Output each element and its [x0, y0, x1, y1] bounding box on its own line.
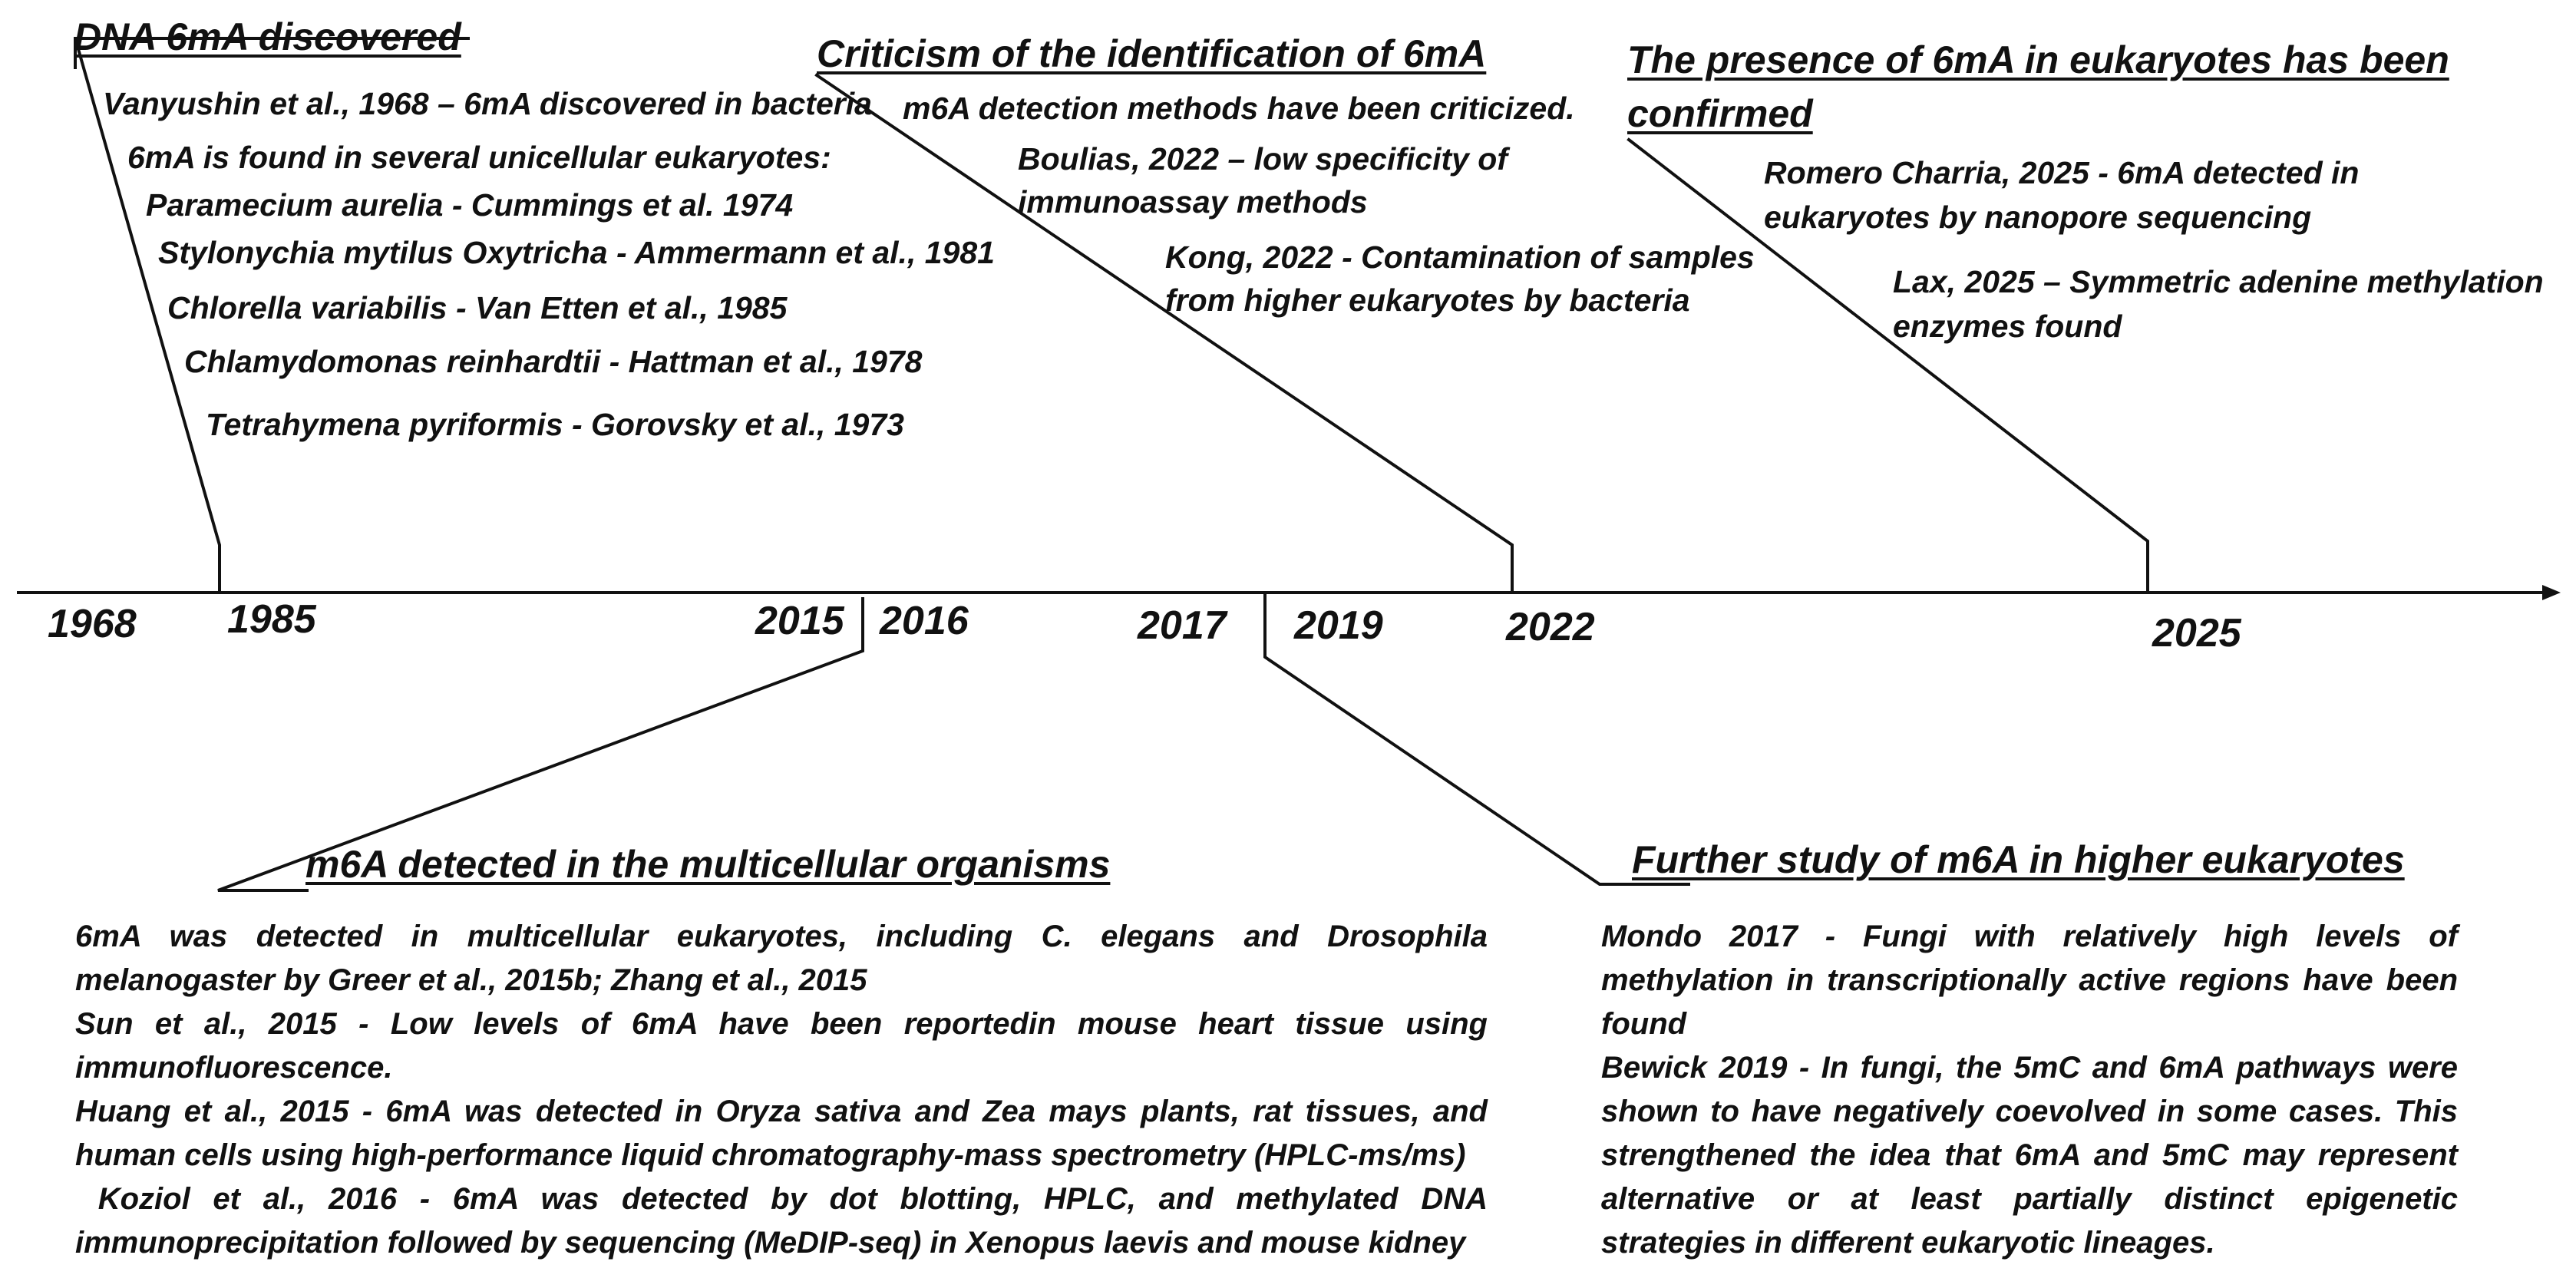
event-title-presence-line1: The presence of 6mA in eukaryotes has been — [1627, 38, 2449, 81]
event-title-multicellular: m6A detected in the multicellular organisms — [305, 843, 1111, 886]
note-boulias-1: Boulias, 2022 – low specificity of — [1018, 141, 1508, 177]
note-lax-2: enzymes found — [1893, 309, 2122, 344]
note-boulias-2: immunoassay methods — [1018, 184, 1368, 220]
year-label-2025: 2025 — [2152, 611, 2241, 656]
note-paramecium: Paramecium aurelia - Cummings et al. 1974 — [146, 187, 794, 223]
paragraph-greer: 6mA was detected in multicellular eukaryotes, including C. elegans and Drosophila melanogaster by Greer et al., 2015b; Zhang et al., 2015 — [75, 920, 1488, 997]
axis-arrowhead — [2542, 585, 2561, 600]
note-romero-2: eukaryotes by nanopore sequencing — [1764, 200, 2312, 235]
year-label-1985: 1985 — [227, 597, 316, 642]
note-romero-1: Romero Charria, 2025 - 6mA detected in — [1764, 155, 2360, 190]
note-kong-1: Kong, 2022 - Contamination of samples — [1165, 239, 1755, 275]
note-stylonychia: Stylonychia mytilus Oxytricha - Ammermann et al., 1981 — [158, 235, 995, 270]
note-chlamydomonas: Chlamydomonas reinhardtii - Hattman et al., 1978 — [184, 344, 923, 379]
paragraph-bewick: Bewick 2019 - In fungi, the 5mC and 6mA pathways were shown to have negatively coevolved in some cases. This strengthened the idea that 6mA and 5mC may represent alternative or at least partially distinct epigenetic strategies in different eukaryotic lineages. — [1601, 1051, 2458, 1260]
year-label-2015: 2015 — [755, 599, 844, 643]
year-label-2019: 2019 — [1294, 603, 1383, 648]
event-title-dna-discovered: DNA 6mA discovered — [74, 15, 461, 58]
note-chlorella: Chlorella variabilis - Van Etten et al., 1985 — [167, 290, 788, 325]
year-label-1968: 1968 — [48, 602, 137, 646]
event-title-criticism: Criticism of the identification of 6mA — [817, 32, 1487, 75]
note-criticized: m6A detection methods have been criticized. — [903, 91, 1575, 126]
paragraph-block-higher-eukaryotes — [1601, 915, 2458, 1265]
year-label-2022: 2022 — [1506, 605, 1595, 649]
paragraph-mondo: Mondo 2017 - Fungi with relatively high levels of methylation in transcriptionally active regions have been found — [1601, 920, 2458, 1041]
year-label-2016: 2016 — [880, 599, 969, 643]
paragraph-sun: Sun et al., 2015 - Low levels of 6mA have been reportedin mouse heart tissue using immunofluorescence. — [75, 1007, 1488, 1085]
note-vanyushin: Vanyushin et al., 1968 – 6mA discovered in bacteria — [103, 86, 872, 121]
paragraph-block-multicellular — [75, 915, 1497, 1265]
note-kong-2: from higher eukaryotes by bacteria — [1165, 282, 1690, 318]
note-unicellular: 6mA is found in several unicellular eukaryotes: — [127, 140, 831, 175]
paragraph-koziol: Koziol et al., 2016 - 6mA was detected by dot blotting, HPLC, and methylated DNA immunoprecipitation followed by sequencing (MeDIP-seq) in Xenopus laevis and mouse kidney — [75, 1182, 1497, 1260]
note-tetrahymena: Tetrahymena pyriformis - Gorovsky et al., 1973 — [206, 407, 904, 442]
note-lax-1: Lax, 2025 – Symmetric adenine methylation — [1893, 264, 2544, 299]
event-title-higher-eukaryotes: Further study of m6A in higher eukaryotes — [1632, 838, 2405, 881]
year-label-2017: 2017 — [1138, 603, 1227, 648]
event-title-presence-line2: confirmed — [1627, 92, 1813, 135]
paragraph-huang: Huang et al., 2015 - 6mA was detected in Oryza sativa and Zea mays plants, rat tissues, and human cells using high-performance liquid chromatography-mass spectrometry (HPLC-ms/ms) — [75, 1095, 1488, 1172]
